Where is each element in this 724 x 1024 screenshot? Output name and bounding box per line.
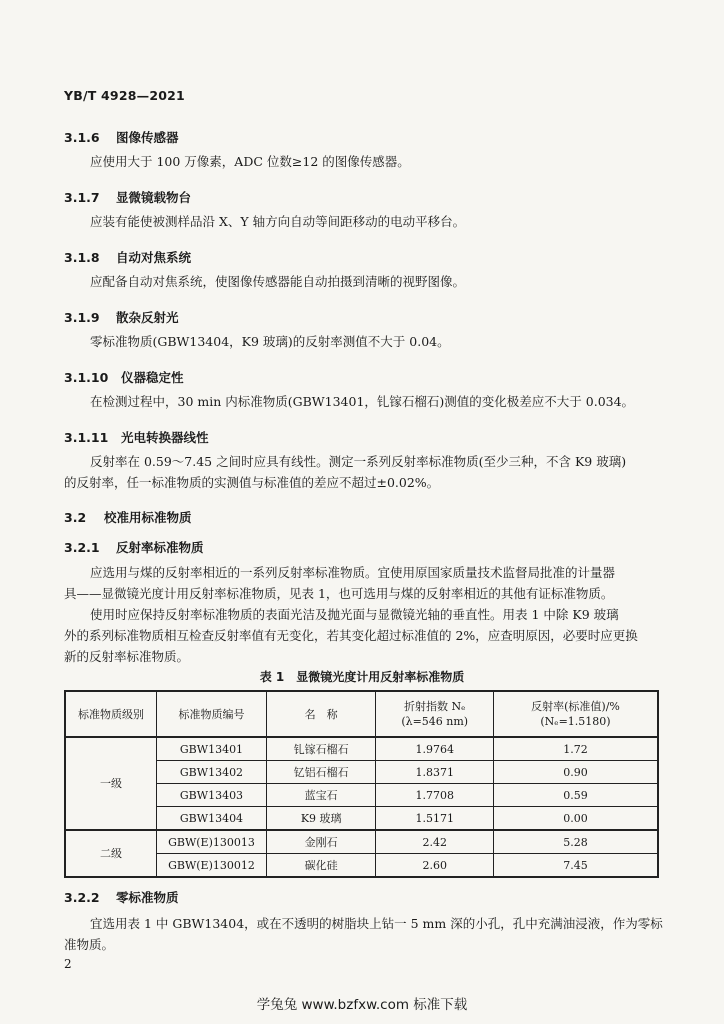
section-heading-3-1-6: 3.1.6 图像传感器 [64, 130, 179, 145]
code-cell: GBW13402 [157, 761, 267, 784]
section-heading-3-2-2: 3.2.2 零标准物质 [64, 890, 179, 905]
name-cell: 钇铝石榴石 [266, 761, 376, 784]
index-cell: 2.60 [376, 854, 494, 878]
reflectance-standards-table [64, 690, 659, 878]
document-code: YB/T 4928—2021 [64, 88, 185, 103]
header-name: 名 称 [266, 691, 376, 737]
code-cell: GBW13403 [157, 784, 267, 807]
section-body-3-1-8: 应配备自动对焦系统，使图像传感器能自动拍摄到清晰的视野图像。 [90, 274, 466, 289]
section-body-3-2-2: 宜选用表 1 中 GBW13404，或在不透明的树脂块上钻一 5 mm 深的小孔，孔中充满油浸液，作为零标 准物质。 [64, 916, 663, 952]
section-body-3-1-7: 应装有能使被测样品沿 X、Y 轴方向自动等间距移动的电动平移台。 [90, 214, 466, 229]
reflectance-cell: 0.59 [493, 784, 658, 807]
section-body-3-1-10: 在检测过程中，30 min 内标准物质(GBW13401，钆镓石榴石)测值的变化极差应不大于 0.034。 [90, 394, 635, 409]
name-cell: K9 玻璃 [266, 807, 376, 831]
header-refractive-index: 折射指数 Nₑ (λ=546 nm) [376, 691, 494, 737]
reflectance-cell: 1.72 [493, 737, 658, 761]
reflectance-cell: 0.00 [493, 807, 658, 831]
section-heading-3-1-10: 3.1.10 仪器稳定性 [64, 370, 184, 385]
header-level: 标准物质级别 [65, 691, 157, 737]
level-cell: 一级 [65, 737, 157, 830]
section-heading-3-1-11: 3.1.11 光电转换器线性 [64, 430, 209, 445]
index-cell: 1.9764 [376, 737, 494, 761]
name-cell: 金刚石 [266, 830, 376, 854]
code-cell: GBW13404 [157, 807, 267, 831]
code-cell: GBW(E)130013 [157, 830, 267, 854]
reflectance-cell: 5.28 [493, 830, 658, 854]
table-caption: 表 1 显微镜光度计用反射率标准物质 [259, 670, 465, 684]
table-header-row [65, 691, 658, 737]
name-cell: 蓝宝石 [266, 784, 376, 807]
header-reflectance: 反射率(标准值)/% (Nₑ=1.5180) [493, 691, 658, 737]
index-cell: 2.42 [376, 830, 494, 854]
section-heading-3-2: 3.2 校准用标准物质 [64, 510, 192, 525]
section-body-3-2-1: 应选用与煤的反射率相近的一系列反射率标准物质。宜使用原国家质量技术监督局批准的计量器 具——显微镜光度计用反射率标准物质，见表 1，也可选用与煤的反射率相近的其他有证标准物质。 使用时应保持反射率标准物质的表面光洁及抛光面与显微镜光轴的垂直性。用表 1 中除 K9 玻璃 外的系列标准物质相互检查反射率值有无变化，若其变化超过标准值的 2%，应查明原因，必要时应更换 新的反射率标准物质。 [64, 565, 638, 664]
level-cell: 二级 [65, 830, 157, 877]
code-cell: GBW13401 [157, 737, 267, 761]
footer-watermark-link[interactable]: 学兔兔 www.bzfxw.com 标准下载 [256, 997, 468, 1013]
table-row [65, 737, 658, 761]
header-code: 标准物质编号 [157, 691, 267, 737]
section-body-3-1-6: 应使用大于 100 万像素，ADC 位数≥12 的图像传感器。 [90, 154, 410, 169]
section-heading-3-1-7: 3.1.7 显微镜载物台 [64, 190, 192, 205]
table-row [65, 830, 658, 854]
index-cell: 1.5171 [376, 807, 494, 831]
section-body-3-1-11: 反射率在 0.59～7.45 之间时应具有线性。测定一系列反射率标准物质(至少三种，不含 K9 玻璃) 的反射率，任一标准物质的实测值与标准值的差应不超过±0.02%。 [64, 454, 627, 490]
section-body-3-1-9: 零标准物质(GBW13404，K9 玻璃)的反射率测值不大于 0.04。 [90, 334, 450, 349]
section-heading-3-1-9: 3.1.9 散杂反射光 [64, 310, 179, 325]
code-cell: GBW(E)130012 [157, 854, 267, 878]
name-cell: 钆镓石榴石 [266, 737, 376, 761]
section-heading-3-1-8: 3.1.8 自动对焦系统 [64, 250, 192, 265]
page-number: 2 [64, 957, 72, 971]
index-cell: 1.7708 [376, 784, 494, 807]
reflectance-cell: 7.45 [493, 854, 658, 878]
reflectance-cell: 0.90 [493, 761, 658, 784]
section-heading-3-2-1: 3.2.1 反射率标准物质 [64, 540, 204, 555]
name-cell: 碳化硅 [266, 854, 376, 878]
index-cell: 1.8371 [376, 761, 494, 784]
